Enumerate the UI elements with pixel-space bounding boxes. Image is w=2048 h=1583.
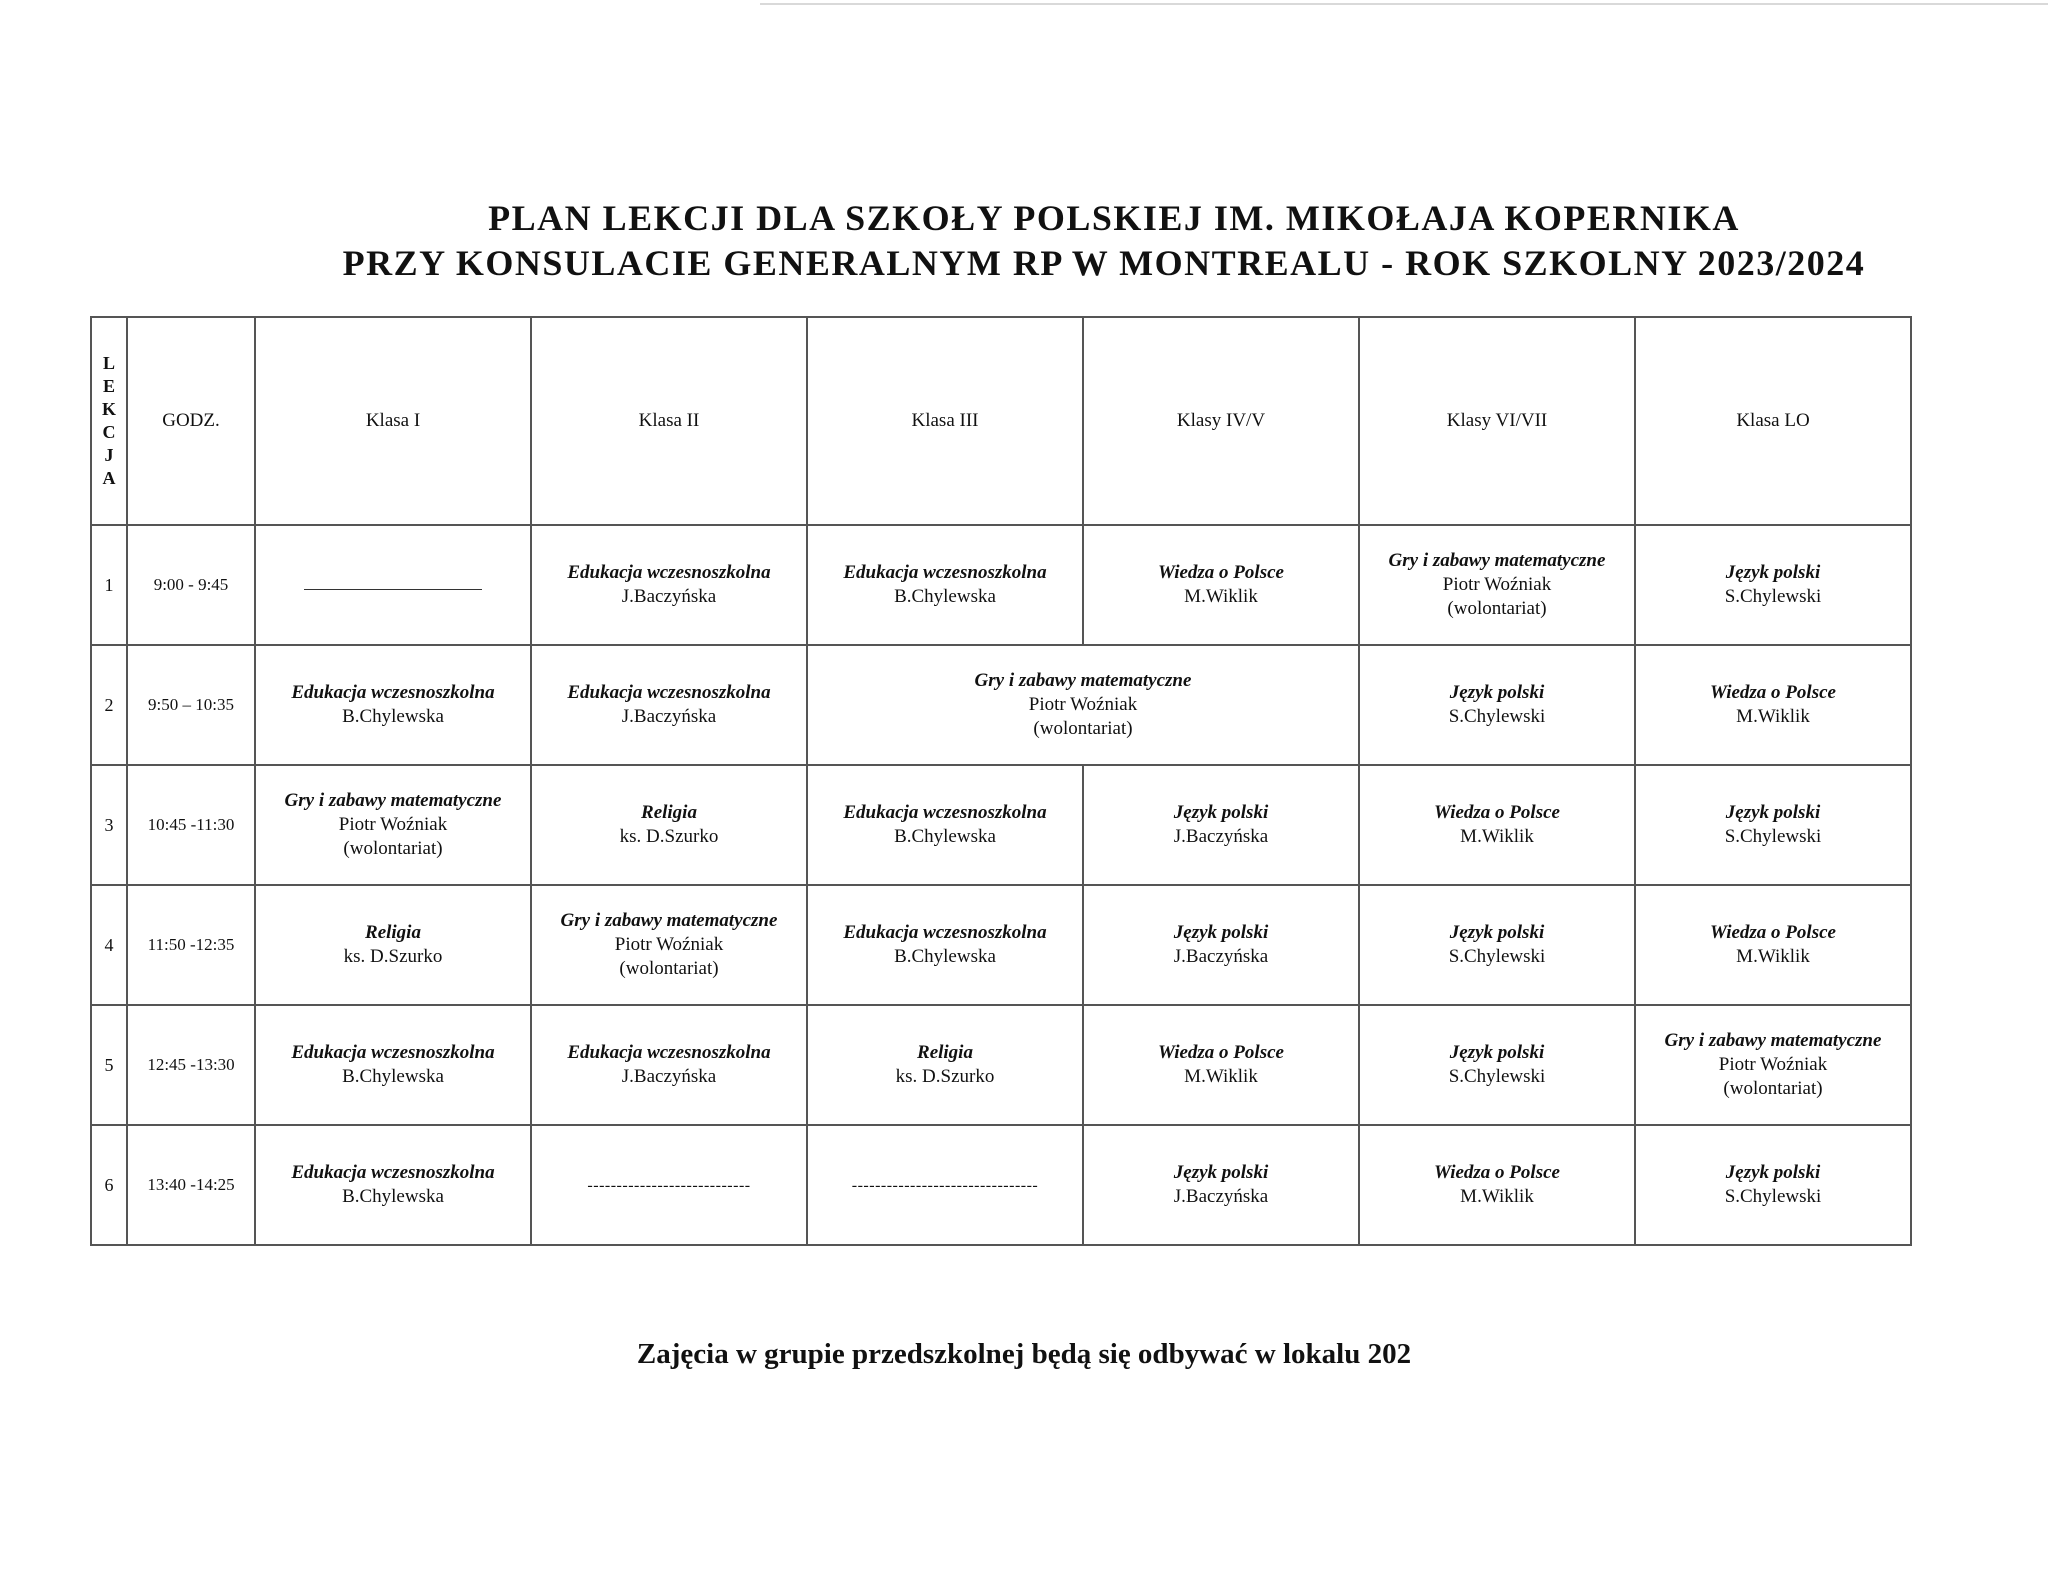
lesson-cell-empty bbox=[255, 525, 531, 645]
empty-slot-dashes: -------------------------------- bbox=[851, 1177, 1039, 1194]
lesson-cell bbox=[255, 1005, 531, 1125]
teacher: J.Baczyńska bbox=[621, 586, 717, 607]
subject: Język polski bbox=[1725, 802, 1821, 823]
subject: Religia bbox=[641, 802, 697, 823]
subject: Edukacja wczesnoszkolna bbox=[291, 1162, 495, 1183]
teacher: M.Wiklik bbox=[1736, 946, 1810, 967]
column-header-klasa-1: Klasa I bbox=[255, 317, 531, 525]
lesson-cell bbox=[1359, 1005, 1635, 1125]
lesson-cell bbox=[1083, 765, 1359, 885]
subject: Edukacja wczesnoszkolna bbox=[291, 682, 495, 703]
subject: Wiedza o Polsce bbox=[1434, 802, 1560, 823]
teacher: M.Wiklik bbox=[1736, 706, 1810, 727]
lesson-cell bbox=[807, 1005, 1083, 1125]
lesson-cell bbox=[1635, 525, 1911, 645]
lesson-cell bbox=[1635, 885, 1911, 1005]
lesson-cell bbox=[1359, 885, 1635, 1005]
lekcja-letter: C bbox=[102, 422, 116, 442]
lesson-cell bbox=[255, 1125, 531, 1245]
teacher: Piotr Woźniak bbox=[1718, 1054, 1828, 1075]
teacher: B.Chylewska bbox=[894, 586, 996, 607]
lesson-time: 9:00 - 9:45 bbox=[127, 525, 255, 645]
teacher: M.Wiklik bbox=[1184, 1066, 1258, 1087]
teacher: S.Chylewski bbox=[1724, 826, 1822, 847]
subject: Wiedza o Polsce bbox=[1710, 922, 1836, 943]
lesson-number: 3 bbox=[91, 765, 127, 885]
teacher: Piotr Woźniak bbox=[1442, 574, 1552, 595]
teacher: S.Chylewski bbox=[1448, 946, 1546, 967]
teacher: M.Wiklik bbox=[1184, 586, 1258, 607]
column-header-klasy-6-7: Klasy VI/VII bbox=[1359, 317, 1635, 525]
subject: Edukacja wczesnoszkolna bbox=[843, 802, 1047, 823]
subject: Wiedza o Polsce bbox=[1158, 1042, 1284, 1063]
column-header-klasa-2: Klasa II bbox=[531, 317, 807, 525]
note: (wolontariat) bbox=[619, 958, 719, 979]
note: (wolontariat) bbox=[1723, 1078, 1823, 1099]
teacher: J.Baczyńska bbox=[1173, 826, 1269, 847]
lesson-number: 5 bbox=[91, 1005, 127, 1125]
lesson-cell bbox=[1083, 525, 1359, 645]
subject: Wiedza o Polsce bbox=[1434, 1162, 1560, 1183]
teacher: Piotr Woźniak bbox=[614, 934, 724, 955]
subject: Język polski bbox=[1449, 682, 1545, 703]
subject: Edukacja wczesnoszkolna bbox=[843, 922, 1047, 943]
note: (wolontariat) bbox=[1447, 598, 1547, 619]
page-title-line-1: PLAN LEKCJI DLA SZKOŁY POLSKIEJ IM. MIKOŁAJA KOPERNIKA bbox=[488, 198, 1740, 238]
subject: Edukacja wczesnoszkolna bbox=[567, 1042, 771, 1063]
lesson-time: 11:50 -12:35 bbox=[127, 885, 255, 1005]
lesson-cell-merged bbox=[807, 645, 1359, 765]
lesson-row-5 bbox=[91, 1005, 1911, 1125]
subject: Wiedza o Polsce bbox=[1710, 682, 1836, 703]
subject: Język polski bbox=[1725, 1162, 1821, 1183]
lesson-cell bbox=[1083, 885, 1359, 1005]
teacher: S.Chylewski bbox=[1448, 1066, 1546, 1087]
lekcja-header bbox=[91, 317, 127, 525]
page-title-line-2: PRZY KONSULACIE GENERALNYM RP W MONTREALU - ROK SZKOLNY 2023/2024 bbox=[342, 243, 1866, 283]
column-header-klasy-4-5: Klasy IV/V bbox=[1083, 317, 1359, 525]
lekcja-letter: L bbox=[102, 353, 115, 373]
lekcja-letter: A bbox=[102, 468, 116, 488]
lesson-cell bbox=[531, 885, 807, 1005]
lesson-cell bbox=[531, 525, 807, 645]
lesson-cell bbox=[255, 885, 531, 1005]
teacher: J.Baczyńska bbox=[621, 706, 717, 727]
lekcja-letter: J bbox=[104, 445, 114, 465]
teacher: ks. D.Szurko bbox=[619, 826, 719, 847]
column-header-klasa-lo: Klasa LO bbox=[1635, 317, 1911, 525]
teacher: B.Chylewska bbox=[342, 706, 444, 727]
lesson-number: 6 bbox=[91, 1125, 127, 1245]
teacher: Piotr Woźniak bbox=[338, 814, 448, 835]
lekcja-letter: E bbox=[102, 376, 115, 396]
lesson-cell bbox=[1635, 1005, 1911, 1125]
subject: Edukacja wczesnoszkolna bbox=[843, 562, 1047, 583]
subject: Gry i zabawy matematyczne bbox=[974, 670, 1192, 691]
lesson-cell bbox=[1359, 765, 1635, 885]
lesson-number: 1 bbox=[91, 525, 127, 645]
lesson-cell bbox=[1635, 1125, 1911, 1245]
lesson-cell bbox=[1359, 1125, 1635, 1245]
subject: Język polski bbox=[1173, 802, 1269, 823]
teacher: B.Chylewska bbox=[342, 1066, 444, 1087]
lesson-row-2 bbox=[91, 645, 1911, 765]
lesson-cell bbox=[531, 645, 807, 765]
teacher: B.Chylewska bbox=[894, 826, 996, 847]
lesson-row-4 bbox=[91, 885, 1911, 1005]
lesson-cell bbox=[1635, 645, 1911, 765]
lesson-cell bbox=[255, 645, 531, 765]
lesson-time: 9:50 – 10:35 bbox=[127, 645, 255, 765]
lesson-time: 12:45 -13:30 bbox=[127, 1005, 255, 1125]
lesson-cell bbox=[1083, 1005, 1359, 1125]
lesson-time: 13:40 -14:25 bbox=[127, 1125, 255, 1245]
subject: Edukacja wczesnoszkolna bbox=[291, 1042, 495, 1063]
lesson-row-1 bbox=[91, 525, 1911, 645]
column-header-klasa-3: Klasa III bbox=[807, 317, 1083, 525]
teacher: M.Wiklik bbox=[1460, 1186, 1534, 1207]
note: (wolontariat) bbox=[343, 838, 443, 859]
lesson-cell-empty bbox=[807, 1125, 1083, 1245]
subject: Religia bbox=[917, 1042, 973, 1063]
lesson-cell bbox=[531, 765, 807, 885]
teacher: J.Baczyńska bbox=[621, 1066, 717, 1087]
subject: Wiedza o Polsce bbox=[1158, 562, 1284, 583]
subject: Język polski bbox=[1173, 922, 1269, 943]
subject: Język polski bbox=[1725, 562, 1821, 583]
subject: Religia bbox=[365, 922, 421, 943]
teacher: B.Chylewska bbox=[894, 946, 996, 967]
lesson-cell bbox=[1635, 765, 1911, 885]
empty-slot-line bbox=[304, 589, 482, 590]
lesson-row-3 bbox=[91, 765, 1911, 885]
subject: Język polski bbox=[1173, 1162, 1269, 1183]
teacher: J.Baczyńska bbox=[1173, 946, 1269, 967]
teacher: J.Baczyńska bbox=[1173, 1186, 1269, 1207]
lesson-cell bbox=[1359, 525, 1635, 645]
schedule-table bbox=[90, 316, 1912, 1246]
lesson-cell-empty bbox=[531, 1125, 807, 1245]
lesson-cell bbox=[807, 765, 1083, 885]
footer-note: Zajęcia w grupie przedszkolnej będą się odbywać w lokalu 202 bbox=[636, 1338, 1412, 1370]
lesson-cell bbox=[1083, 1125, 1359, 1245]
subject: Język polski bbox=[1449, 1042, 1545, 1063]
godz-header: GODZ. bbox=[127, 317, 255, 525]
lesson-cell bbox=[807, 525, 1083, 645]
teacher: ks. D.Szurko bbox=[895, 1066, 995, 1087]
scan-edge-line bbox=[760, 3, 2048, 5]
lesson-cell bbox=[531, 1005, 807, 1125]
lesson-row-6 bbox=[91, 1125, 1911, 1245]
subject: Gry i zabawy matematyczne bbox=[1664, 1030, 1882, 1051]
lesson-cell bbox=[1359, 645, 1635, 765]
subject: Gry i zabawy matematyczne bbox=[560, 910, 778, 931]
teacher: M.Wiklik bbox=[1460, 826, 1534, 847]
lesson-cell bbox=[807, 885, 1083, 1005]
lesson-number: 2 bbox=[91, 645, 127, 765]
teacher: S.Chylewski bbox=[1724, 586, 1822, 607]
lesson-time: 10:45 -11:30 bbox=[127, 765, 255, 885]
header-row bbox=[91, 317, 1911, 525]
empty-slot-dashes: ---------------------------- bbox=[587, 1177, 751, 1194]
subject: Edukacja wczesnoszkolna bbox=[567, 562, 771, 583]
subject: Język polski bbox=[1449, 922, 1545, 943]
subject: Edukacja wczesnoszkolna bbox=[567, 682, 771, 703]
note: (wolontariat) bbox=[1033, 718, 1133, 739]
lesson-number: 4 bbox=[91, 885, 127, 1005]
lesson-cell bbox=[255, 765, 531, 885]
teacher: ks. D.Szurko bbox=[343, 946, 443, 967]
teacher: Piotr Woźniak bbox=[1028, 694, 1138, 715]
lekcja-letter: K bbox=[101, 399, 116, 419]
teacher: B.Chylewska bbox=[342, 1186, 444, 1207]
subject: Gry i zabawy matematyczne bbox=[1388, 550, 1606, 571]
teacher: S.Chylewski bbox=[1724, 1186, 1822, 1207]
teacher: S.Chylewski bbox=[1448, 706, 1546, 727]
subject: Gry i zabawy matematyczne bbox=[284, 790, 502, 811]
